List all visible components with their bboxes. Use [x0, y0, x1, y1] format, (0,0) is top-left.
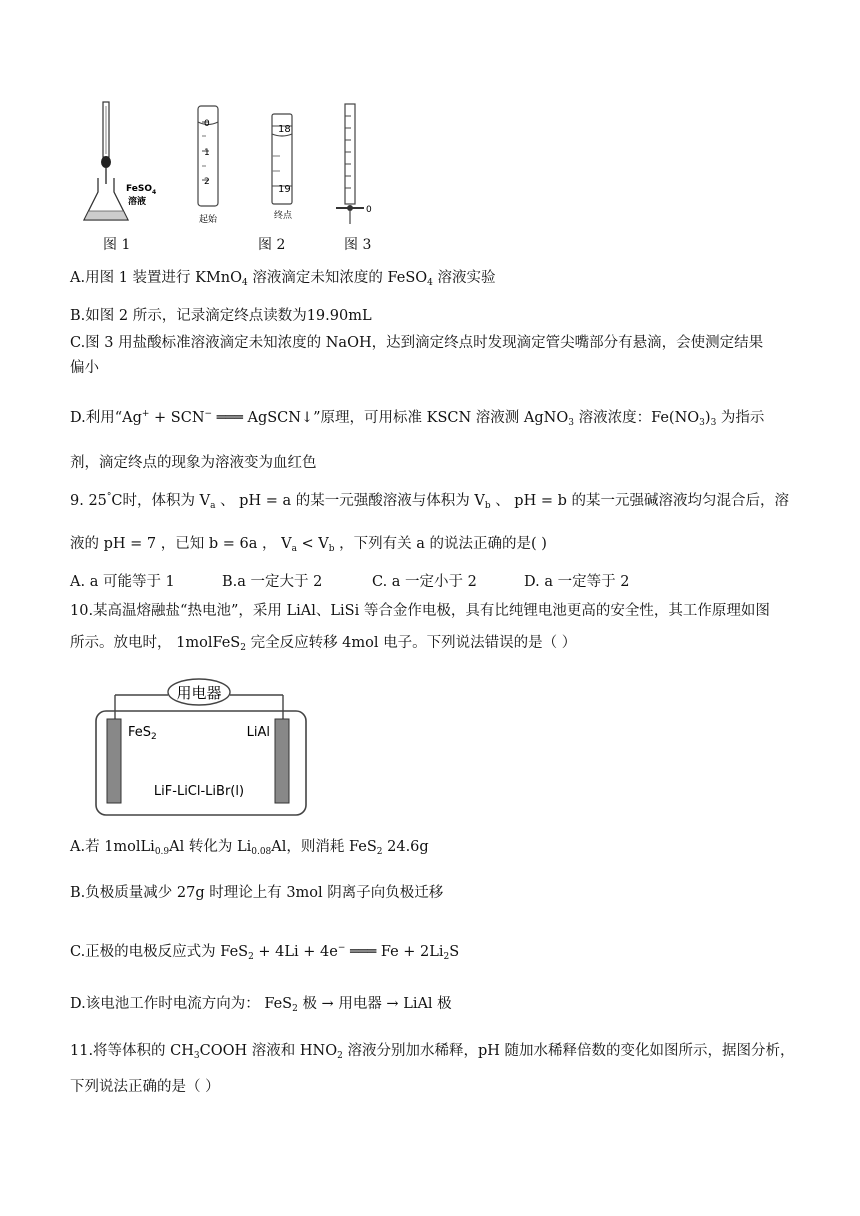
q10-option-a: A.若 1molLi$_{0.9}$Al 转化为 $Li_{0.08}Al$，则消耗 FeS$_2$ 24.6g [70, 839, 429, 857]
q8-option-c-line2: 偏小 [70, 360, 99, 376]
q9-stem-line1: 9. 25°C时，体积为 $V_a$ 、 pH = a 的某一元强酸溶液与体积为 $V_b$ 、 pH = b 的某一元强碱溶液均匀混合后，溶 [70, 492, 789, 511]
q9-option-c: C. a 一定小于 2 [372, 574, 477, 590]
q10-option-b: B.负极质量减少 27g 时理论上有 3mol 阴离子向负极迁移 [70, 885, 444, 901]
caption-start: 起始 [199, 215, 218, 225]
figure-3-label: 图 3 [344, 237, 372, 253]
burette-start-reading [198, 106, 218, 225]
right-electrode-label: LiAl [246, 725, 270, 740]
q11-stem-line2: 下列说法正确的是（ ） [70, 1079, 220, 1095]
caption-end: 终点 [274, 211, 293, 221]
tick-18: 18 [278, 124, 291, 135]
burette-flask-figure [84, 102, 156, 220]
q9-option-b: B.a 一定大于 2 [222, 574, 323, 590]
figure-1-label: 图 1 [103, 237, 131, 253]
battery-diagram [90, 673, 320, 823]
q8-option-b: B.如图 2 所示，记录滴定终点读数为19.90mL [70, 308, 372, 324]
tick-2: 2 [204, 177, 210, 187]
q11-stem-line1: 11.将等体积的 $CH_3COOH$ 溶液和 $HNO_2$ 溶液分别加水稀释，pH 随加水稀释倍数的变化如图所示，据图分析， [70, 1043, 795, 1061]
q8-option-a: A.用图 1 装置进行 KMnO$_4$ 溶液滴定未知浓度的 FeSO$_4$ 溶液实验 [70, 270, 496, 288]
q9-option-d: D. a 一定等于 2 [524, 574, 630, 590]
tick-0-small: 0 [366, 205, 372, 215]
electrolyte-label: LiF-LiCl-LiBr(l) [153, 784, 245, 799]
burette-end-reading [272, 114, 293, 221]
flask-label-feso4: FeSO$_4$ [126, 184, 157, 196]
acid-burette-figure [336, 104, 372, 224]
left-electrode-label: FeS$_2$ [128, 725, 157, 742]
q10-stem-line1: 10.某高温熔融盐“热电池”，采用 LiAl、LiSi 等合金作电极，具有比纯锂电池更高的安全性，其工作原理如图 [70, 603, 770, 619]
q8-option-c-line1: C.图 3 用盐酸标准溶液滴定未知浓度的 NaOH，达到滴定终点时发现滴定管尖嘴部分有悬滴，会使测定结果 [70, 335, 764, 351]
q9-option-a: A. a 可能等于 1 [70, 574, 175, 590]
q10-option-d: D.该电池工作时电流方向为： FeS$_2$ 极 → 用电器 → LiAl 极 [70, 996, 452, 1014]
q10-stem-line2: 所示。放电时， 1molFeS$_2$ 完全反应转移 4mol 电子。下列说法错误的是（ ） [70, 635, 577, 653]
q10-option-c: C.正极的电极反应式为 FeS$_2$ + 4Li + 4e− ═══ $Fe + 2Li_2S$ [70, 943, 460, 962]
left-electrode [107, 719, 121, 803]
figure-2-label: 图 2 [258, 237, 286, 253]
device-label: 用电器 [176, 684, 222, 702]
tick-19: 19 [278, 184, 291, 195]
titration-figures [80, 96, 400, 236]
flask-label-solution: 溶液 [128, 197, 147, 207]
q8-option-d-line1: D.利用“Ag+ + SCN− ═══ AgSCN↓”原理，可用标准 KSCN 溶液测 AgNO$_3$ 溶液浓度：$Fe(NO_3)_3$ 为指示 [70, 409, 765, 428]
q9-stem-line2: 液的 pH = 7 ，已知 b = 6a ， $V_a < V_b$ ，下列有关 a 的说法正确的是( ) [70, 536, 547, 554]
right-electrode [275, 719, 289, 803]
q8-option-d-line2: 剂，滴定终点的现象为溶液变为血红色 [70, 455, 317, 471]
tick-0: 0 [204, 119, 210, 129]
tick-1: 1 [204, 148, 210, 158]
